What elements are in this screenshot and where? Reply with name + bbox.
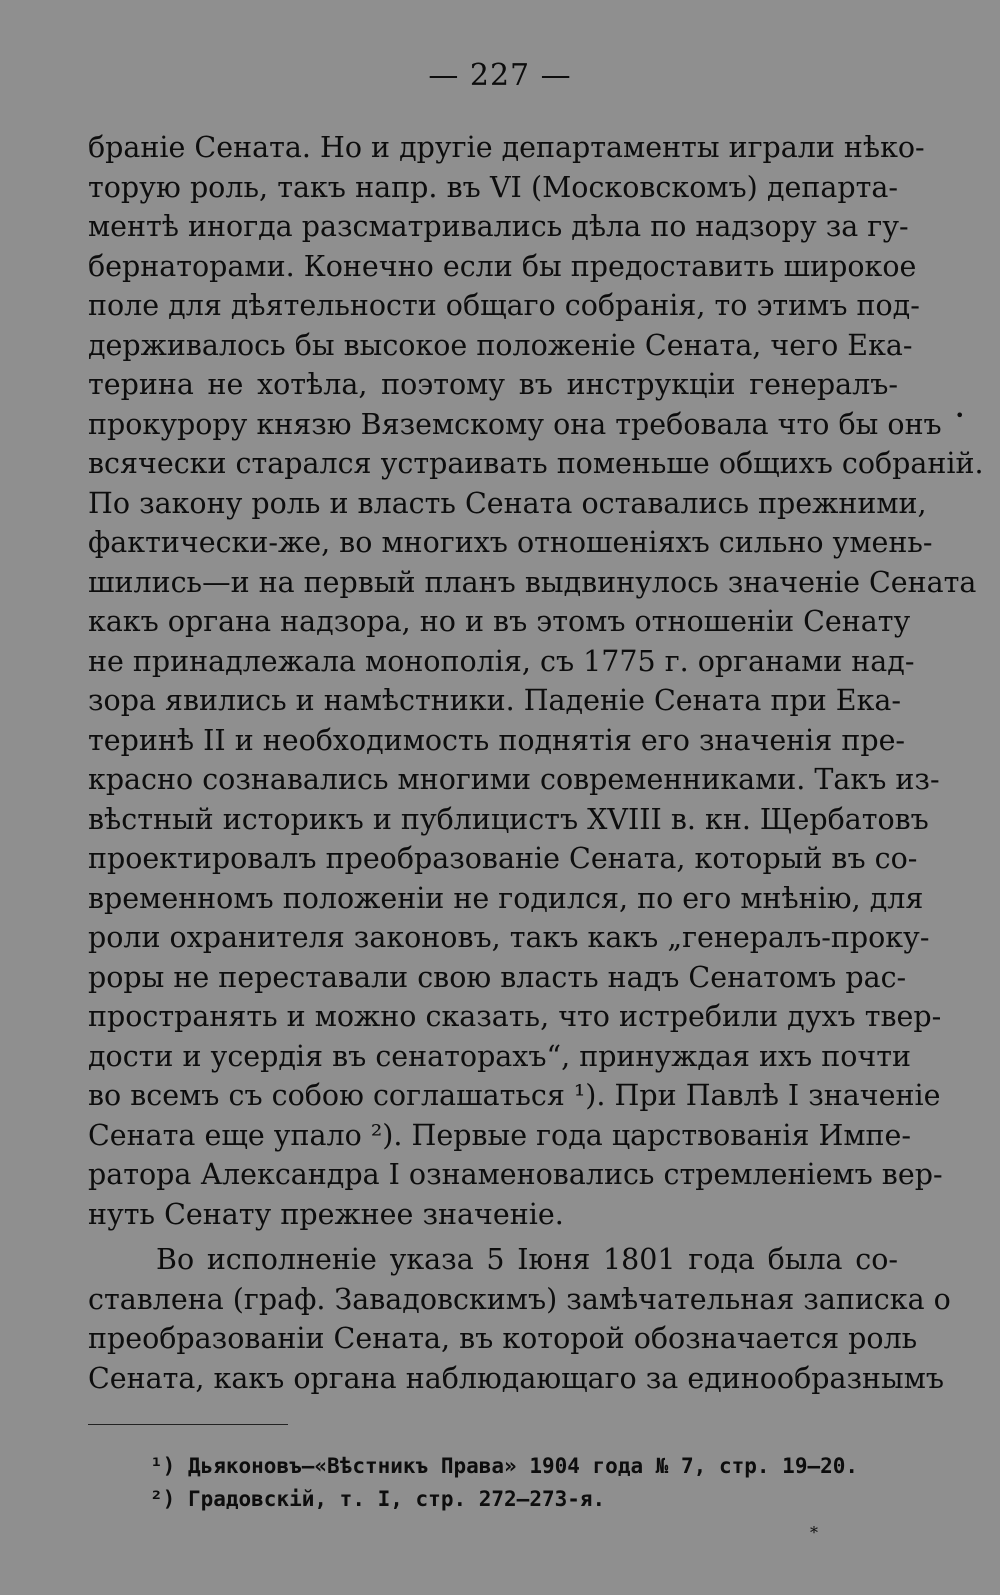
- text-line: преобразованіи Сената, въ которой обозначается роль: [88, 1322, 918, 1355]
- text-line: пространять и можно сказать, что истребили духъ твер-: [88, 1000, 942, 1033]
- page-number: — 227 —: [428, 58, 572, 93]
- text-line: дости и усердія въ сенаторахъ“, принуждая ихъ почти: [88, 1039, 912, 1073]
- footnote-text: Градовскій, т. I, стр. 272—273-я.: [187, 1487, 606, 1511]
- margin-dot-mark: •: [955, 406, 965, 425]
- text-line: временномъ положеніи не годился, по его мнѣнію, для: [88, 881, 924, 915]
- body-text: [88, 128, 984, 1398]
- paragraph-1: [88, 128, 984, 1234]
- footnote-1: [150, 1450, 910, 1483]
- text-line: Во исполненіе указа 5 Іюня 1801 года была со-: [156, 1243, 898, 1276]
- footnote-mark: ²): [150, 1487, 176, 1511]
- text-line: шились—и на первый планъ выдвинулось значеніе Сената: [88, 565, 977, 599]
- text-line: какъ органа надзора, но и въ этомъ отношеніи Сенату: [88, 605, 911, 638]
- text-line: прокурору князю Вяземскому она требовала что бы онъ: [88, 407, 942, 441]
- text-line: ментѣ иногда разсматривались дѣла по надзору за гу-: [88, 210, 909, 243]
- text-line: не принадлежала монополія, съ 1775 г. органами над-: [88, 644, 915, 678]
- text-line: проектировалъ преобразованіе Сената, который въ со-: [88, 842, 918, 875]
- text-line: зора явились и намѣстники. Паденіе Сената при Ека-: [88, 684, 902, 717]
- text-line: браніе Сената. Но и другіе департаменты играли нѣко-: [88, 131, 925, 164]
- corner-star-mark: *: [810, 1523, 818, 1542]
- text-line: ратора Александра I ознаменовались стремленіемъ вер-: [88, 1158, 943, 1191]
- footnote-divider: [88, 1424, 288, 1425]
- text-line: терина не хотѣла, поэтому въ инструкціи генералъ-: [88, 368, 898, 401]
- footnote-text: Дьяконовъ—«Вѣстникъ Права» 1904 года № 7, стр. 19—20.: [187, 1454, 859, 1478]
- text-line: торую роль, такъ напр. въ VI (Московскомъ) департа-: [88, 170, 898, 204]
- text-line: поле для дѣятельности общаго собранія, то этимъ под-: [88, 289, 920, 322]
- paragraph-2: [88, 1240, 951, 1398]
- text-line: всячески старался устраивать поменьше общихъ собраній.: [88, 447, 984, 480]
- text-line: Сената, какъ органа наблюдающаго за единообразнымъ: [88, 1361, 945, 1395]
- text-line: Сената еще упало ²). Первые года царствованія Импе-: [88, 1118, 912, 1152]
- text-line: По закону роль и власть Сената оставались прежними,: [88, 486, 927, 520]
- text-line: нуть Сенату прежнее значеніе.: [88, 1197, 564, 1231]
- text-line: роры не переставали свою власть надъ Сенатомъ рас-: [88, 960, 907, 994]
- text-line: фактически-же, во многихъ отношеніяхъ сильно умень-: [88, 526, 933, 559]
- footnotes: [150, 1450, 910, 1516]
- text-line: красно сознавались многими современниками. Такъ из-: [88, 763, 940, 796]
- footnote-mark: ¹): [150, 1454, 176, 1478]
- footnote-2: [150, 1483, 910, 1516]
- text-line: ставлена (граф. Завадовскимъ) замѣчательная записка о: [88, 1282, 951, 1316]
- text-line: бернаторами. Конечно если бы предоставить широкое: [88, 249, 917, 283]
- text-line: теринѣ II и необходимость поднятія его значенія пре-: [88, 723, 906, 757]
- text-line: вѣстный историкъ и публицистъ XVIII в. кн. Щербатовъ: [88, 802, 929, 836]
- text-line: роли охранителя законовъ, такъ какъ „генералъ-проку-: [88, 921, 930, 954]
- text-line: во всемъ съ собою соглашаться ¹). При Павлѣ I значеніе: [88, 1079, 941, 1112]
- text-line: держивалось бы высокое положеніе Сената, чего Ека-: [88, 328, 913, 362]
